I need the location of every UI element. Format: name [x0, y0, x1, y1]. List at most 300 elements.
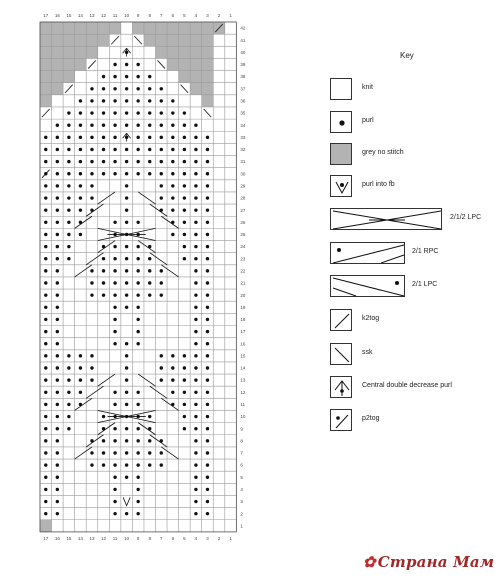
- purl-dot: [136, 63, 139, 66]
- key-label-grey: grey no stitch: [362, 149, 404, 156]
- purl-dot: [56, 221, 59, 224]
- row-number: 25: [240, 232, 246, 238]
- purl-dot: [136, 87, 139, 90]
- purl-dot: [206, 415, 209, 418]
- purl-dot: [183, 221, 186, 224]
- grey-no-stitch-cell: [190, 46, 202, 58]
- purl-dot: [56, 172, 59, 175]
- purl-dot: [44, 306, 47, 309]
- purl-dot: [67, 366, 70, 369]
- purl-dot: [171, 233, 174, 236]
- purl-dot: [183, 160, 186, 163]
- column-number-top: 13: [89, 13, 95, 18]
- purl-dot: [125, 269, 128, 272]
- grey-no-stitch-cell: [40, 58, 52, 70]
- purl-dot: [206, 451, 209, 454]
- row-number: 42: [240, 25, 246, 31]
- purl-dot: [113, 123, 116, 126]
- grey-no-stitch-cell: [52, 46, 64, 58]
- purl-dot: [90, 184, 93, 187]
- purl-dot: [113, 111, 116, 114]
- watermark-text: Страна Мам: [377, 553, 495, 571]
- purl-dot: [206, 269, 209, 272]
- purl-dot: [56, 391, 59, 394]
- row-number: 35: [240, 110, 246, 116]
- purl-dot: [125, 257, 128, 260]
- purl-dot: [183, 391, 186, 394]
- purl-dot: [183, 415, 186, 418]
- column-number-bottom: 15: [66, 535, 72, 541]
- purl-dot: [194, 160, 197, 163]
- row-number: 26: [240, 219, 246, 225]
- row-number: 8: [240, 438, 243, 444]
- grey-no-stitch-cell: [63, 58, 75, 70]
- purl-dot: [194, 196, 197, 199]
- purl-dot: [160, 148, 163, 151]
- key-title: Key: [400, 51, 414, 60]
- grey-no-stitch-cell: [86, 34, 98, 46]
- purl-dot: [206, 488, 209, 491]
- purl-dot: [67, 123, 70, 126]
- purl-dot: [90, 269, 93, 272]
- purl-dot: [125, 123, 128, 126]
- purl-dot: [171, 148, 174, 151]
- grey-no-stitch-cell: [86, 46, 98, 58]
- purl-dot: [44, 136, 47, 139]
- purl-dot: [44, 148, 47, 151]
- purl-dot: [113, 269, 116, 272]
- purl-dot: [102, 160, 105, 163]
- row-number: 6: [240, 462, 243, 468]
- purl-dot: [44, 488, 47, 491]
- column-number-top: 5: [183, 13, 186, 18]
- purl-dot: [125, 439, 128, 442]
- purl-dot: [113, 500, 116, 503]
- row-number: 39: [240, 62, 246, 68]
- k2tog-symbol: [330, 309, 352, 331]
- row-number: 12: [240, 389, 246, 395]
- purl-dot: [113, 257, 116, 260]
- column-number-top: 9: [136, 13, 140, 18]
- grey-no-stitch-cell: [202, 46, 214, 58]
- purl-dot: [102, 451, 105, 454]
- purl-dot: [113, 391, 116, 394]
- purl-dot: [148, 148, 151, 151]
- purl-dot: [125, 476, 128, 479]
- purl-dot: [44, 427, 47, 430]
- grey-no-stitch-cell: [75, 46, 87, 58]
- purl-dot: [206, 427, 209, 430]
- purl-dot: [206, 221, 209, 224]
- purl-dot: [194, 233, 197, 236]
- ssk-line: [204, 109, 212, 117]
- purl-dot: [44, 342, 47, 345]
- purl-dot: [44, 463, 47, 466]
- purl-dot: [113, 403, 116, 406]
- purl-dot: [148, 75, 151, 78]
- grey-no-stitch-cell: [167, 22, 179, 34]
- purl-dot: [113, 330, 116, 333]
- grey-no-stitch-cell: [202, 95, 214, 107]
- purl-dot: [206, 257, 209, 260]
- purl-dot: [67, 148, 70, 151]
- purl-dot: [113, 221, 116, 224]
- key-label-purl-fb: purl into fb: [362, 181, 395, 188]
- grey-no-stitch-cell: [156, 34, 168, 46]
- grey-no-stitch-cell: [40, 83, 52, 95]
- purl-dot: [160, 136, 163, 139]
- row-number: 4: [240, 486, 243, 492]
- purl-dot: [183, 172, 186, 175]
- column-number-top: 10: [124, 13, 130, 18]
- purl-dot: [206, 306, 209, 309]
- purl-dot: [113, 427, 116, 430]
- grey-no-stitch-cell: [63, 22, 75, 34]
- purl-dot: [44, 269, 47, 272]
- purl-dot: [56, 427, 59, 430]
- purl-dot: [56, 366, 59, 369]
- purl-dot: [90, 172, 93, 175]
- purl-dot: [79, 123, 82, 126]
- column-number-bottom: 3: [206, 535, 209, 541]
- purl-dot: [67, 415, 70, 418]
- purl-into-fb-symbol: [330, 175, 352, 197]
- grey-no-stitch-cell: [86, 22, 98, 34]
- cable-slant-line: [150, 435, 167, 447]
- ssk-line: [158, 60, 166, 68]
- row-number: 21: [240, 280, 246, 286]
- purl-dot: [171, 99, 174, 102]
- purl-dot: [44, 208, 47, 211]
- cable-slant-line: [98, 374, 115, 386]
- purl-dot: [113, 451, 116, 454]
- purl-dot: [136, 99, 139, 102]
- purl-dot: [56, 184, 59, 187]
- purl-dot: [90, 148, 93, 151]
- purl-dot: [148, 87, 151, 90]
- purl-into-fb-mark: [123, 497, 130, 505]
- row-number: 24: [240, 244, 246, 250]
- purl-dot: [206, 354, 209, 357]
- column-number-bottom: 1: [229, 535, 232, 541]
- purl-dot: [136, 476, 139, 479]
- purl-dot: [56, 306, 59, 309]
- grey-no-stitch-cell: [167, 58, 179, 70]
- purl-dot: [67, 257, 70, 260]
- purl-dot: [90, 196, 93, 199]
- grey-no-stitch-cell: [98, 22, 110, 34]
- grey-no-stitch-cell: [144, 34, 156, 46]
- cable-slant-line: [86, 435, 103, 447]
- purl-dot: [194, 269, 197, 272]
- row-number: 29: [240, 183, 246, 189]
- row-number: 40: [240, 49, 246, 55]
- purl-dot: [67, 245, 70, 248]
- row-number: 10: [240, 414, 246, 420]
- purl-dot: [125, 111, 128, 114]
- purl-dot: [125, 403, 128, 406]
- column-number-top: 1: [229, 13, 232, 18]
- purl-dot: [183, 233, 186, 236]
- purl-dot: [194, 427, 197, 430]
- purl-dot: [125, 378, 128, 381]
- purl-dot: [67, 378, 70, 381]
- column-number-bottom: 11: [112, 535, 118, 541]
- purl-dot: [206, 245, 209, 248]
- purl-dot: [148, 160, 151, 163]
- purl-dot: [136, 75, 139, 78]
- cable-slant-line: [75, 398, 92, 410]
- purl-dot: [136, 427, 139, 430]
- grey-no-stitch-cell: [52, 71, 64, 83]
- purl-dot: [183, 378, 186, 381]
- purl-dot: [67, 136, 70, 139]
- grey-no-stitch-cell: [98, 34, 110, 46]
- purl-dot: [136, 306, 139, 309]
- grey-no-stitch-cell: [202, 34, 214, 46]
- purl-dot: [206, 378, 209, 381]
- purl-dot: [171, 172, 174, 175]
- purl-dot: [160, 354, 163, 357]
- purl-dot: [206, 208, 209, 211]
- purl-dot: [44, 403, 47, 406]
- purl-dot: [56, 463, 59, 466]
- purl-dot: [102, 123, 105, 126]
- purl-dot: [79, 391, 82, 394]
- purl-dot: [148, 172, 151, 175]
- cable-slant-line: [150, 386, 167, 398]
- purl-dot: [136, 148, 139, 151]
- purl-dot: [79, 172, 82, 175]
- key-label-p2tog: p2tog: [362, 415, 380, 422]
- purl-dot: [148, 136, 151, 139]
- purl-dot: [90, 463, 93, 466]
- purl-dot: [125, 427, 128, 430]
- purl-dot: [113, 172, 116, 175]
- purl-dot: [90, 123, 93, 126]
- knit-symbol: [330, 78, 352, 100]
- grey-no-stitch-cell: [52, 58, 64, 70]
- purl-dot: [56, 208, 59, 211]
- cable-slant-line: [86, 386, 103, 398]
- cable-slant-line: [75, 216, 92, 228]
- purl-dot: [113, 439, 116, 442]
- purl-dot: [171, 160, 174, 163]
- purl-dot: [56, 318, 59, 321]
- column-number-top: 15: [66, 13, 72, 18]
- grey-no-stitch-cell: [156, 46, 168, 58]
- column-number-bottom: 17: [43, 535, 49, 541]
- cable-slant-line: [138, 241, 155, 253]
- purl-dot: [194, 439, 197, 442]
- purl-dot: [136, 500, 139, 503]
- column-number-bottom: 12: [101, 535, 107, 541]
- purl-dot: [194, 463, 197, 466]
- purl-dot: [56, 354, 59, 357]
- purl-dot: [194, 378, 197, 381]
- purl-dot: [194, 476, 197, 479]
- purl-dot: [56, 451, 59, 454]
- purl-dot: [171, 378, 174, 381]
- purl-dot: [160, 111, 163, 114]
- row-number: 28: [240, 195, 246, 201]
- purl-dot: [67, 160, 70, 163]
- central-double-decrease-purl-symbol: [330, 376, 352, 398]
- purl-dot: [183, 354, 186, 357]
- purl-dot: [56, 500, 59, 503]
- grey-no-stitch-cell: [179, 71, 191, 83]
- purl-dot: [44, 415, 47, 418]
- grey-no-stitch-cell: [202, 58, 214, 70]
- column-number-top: 3: [206, 13, 209, 18]
- grey-no-stitch-cell: [63, 46, 75, 58]
- purl-dot: [160, 123, 163, 126]
- column-number-top: 7: [160, 13, 163, 18]
- purl-dot: [160, 293, 163, 296]
- purl-dot: [206, 391, 209, 394]
- row-number: 3: [240, 499, 243, 505]
- purl-dot: [113, 148, 116, 151]
- purl-dot: [79, 136, 82, 139]
- purl-dot: [148, 99, 151, 102]
- purl-dot: [206, 233, 209, 236]
- watermark-logo: [363, 553, 494, 571]
- purl-dot: [183, 111, 186, 114]
- purl-dot: [194, 354, 197, 357]
- cable-slant-line: [98, 241, 115, 253]
- row-number: 27: [240, 207, 246, 213]
- purl-dot: [125, 245, 128, 248]
- lpc-2-1-2-symbol: [330, 208, 442, 230]
- purl-dot: [194, 391, 197, 394]
- purl-dot: [56, 293, 59, 296]
- purl-dot: [206, 196, 209, 199]
- purl-dot: [56, 245, 59, 248]
- purl-dot: [56, 257, 59, 260]
- grey-no-stitch-cell: [40, 22, 52, 34]
- purl-dot: [160, 281, 163, 284]
- purl-dot: [102, 148, 105, 151]
- cable-slant-line: [150, 204, 167, 216]
- purl-dot: [183, 403, 186, 406]
- purl-dot: [79, 184, 82, 187]
- row-number: 34: [240, 122, 246, 128]
- purl-dot: [90, 451, 93, 454]
- purl-dot: [160, 160, 163, 163]
- purl-dot: [56, 160, 59, 163]
- purl-dot: [194, 208, 197, 211]
- purl-dot: [113, 281, 116, 284]
- purl-dot: [148, 269, 151, 272]
- purl-dot: [67, 208, 70, 211]
- purl-dot: [136, 391, 139, 394]
- purl-dot: [44, 221, 47, 224]
- purl-dot: [56, 439, 59, 442]
- column-number-bottom: 10: [124, 535, 130, 541]
- purl-dot: [206, 330, 209, 333]
- purl-dot: [194, 123, 197, 126]
- purl-dot: [56, 269, 59, 272]
- purl-dot: [113, 136, 116, 139]
- purl-dot: [194, 342, 197, 345]
- purl-dot: [113, 293, 116, 296]
- purl-dot: [56, 330, 59, 333]
- purl-dot: [67, 354, 70, 357]
- grey-no-stitch-cell: [179, 46, 191, 58]
- column-number-top: 2: [217, 13, 221, 18]
- column-number-bottom: 2: [217, 535, 221, 541]
- purl-dot: [171, 366, 174, 369]
- purl-dot: [136, 111, 139, 114]
- purl-dot: [183, 257, 186, 260]
- grey-no-stitch-cell: [75, 58, 87, 70]
- purl-dot: [102, 269, 105, 272]
- grey-no-stitch-cell: [190, 58, 202, 70]
- purl-dot: [90, 111, 93, 114]
- purl-dot: [171, 136, 174, 139]
- purl-dot: [125, 87, 128, 90]
- purl-dot: [171, 123, 174, 126]
- cable-slant-line: [138, 192, 155, 204]
- purl-dot: [90, 136, 93, 139]
- row-number: 15: [240, 353, 246, 359]
- purl-dot: [183, 245, 186, 248]
- purl-dot: [44, 439, 47, 442]
- purl-dot: [44, 366, 47, 369]
- column-number-bottom: 4: [194, 535, 198, 541]
- key-label-lpc-21: 2/1 LPC: [412, 281, 438, 288]
- purl-dot: [79, 354, 82, 357]
- purl-dot: [136, 451, 139, 454]
- purl-dot: [183, 427, 186, 430]
- purl-dot: [90, 378, 93, 381]
- purl-dot: [194, 366, 197, 369]
- purl-dot: [160, 196, 163, 199]
- purl-dot: [148, 451, 151, 454]
- purl-dot: [206, 293, 209, 296]
- purl-dot: [136, 512, 139, 515]
- purl-dot: [67, 403, 70, 406]
- k2tog-line: [111, 36, 119, 44]
- purl-dot: [125, 196, 128, 199]
- purl-dot: [44, 245, 47, 248]
- purl-dot: [44, 196, 47, 199]
- purl-dot: [160, 269, 163, 272]
- purl-dot: [183, 196, 186, 199]
- p2tog-symbol: [330, 409, 352, 431]
- purl-dot: [113, 318, 116, 321]
- purl-dot: [194, 488, 197, 491]
- purl-dot: [136, 463, 139, 466]
- purl-dot: [90, 354, 93, 357]
- grey-no-stitch-cell: [156, 22, 168, 34]
- purl-dot: [102, 415, 105, 418]
- grey-no-stitch-cell: [190, 22, 202, 34]
- grey-no-stitch-cell: [202, 71, 214, 83]
- column-number-bottom: 8: [148, 535, 151, 541]
- purl-dot: [206, 281, 209, 284]
- purl-dot: [113, 99, 116, 102]
- purl-dot: [125, 148, 128, 151]
- purl-dot: [148, 415, 151, 418]
- purl-dot: [79, 99, 82, 102]
- column-number-top: 12: [101, 13, 107, 18]
- grey-no-stitch-cell: [75, 22, 87, 34]
- purl-dot: [194, 245, 197, 248]
- purl-dot: [90, 99, 93, 102]
- grey-no-stitch-cell: [63, 71, 75, 83]
- purl-dot: [67, 184, 70, 187]
